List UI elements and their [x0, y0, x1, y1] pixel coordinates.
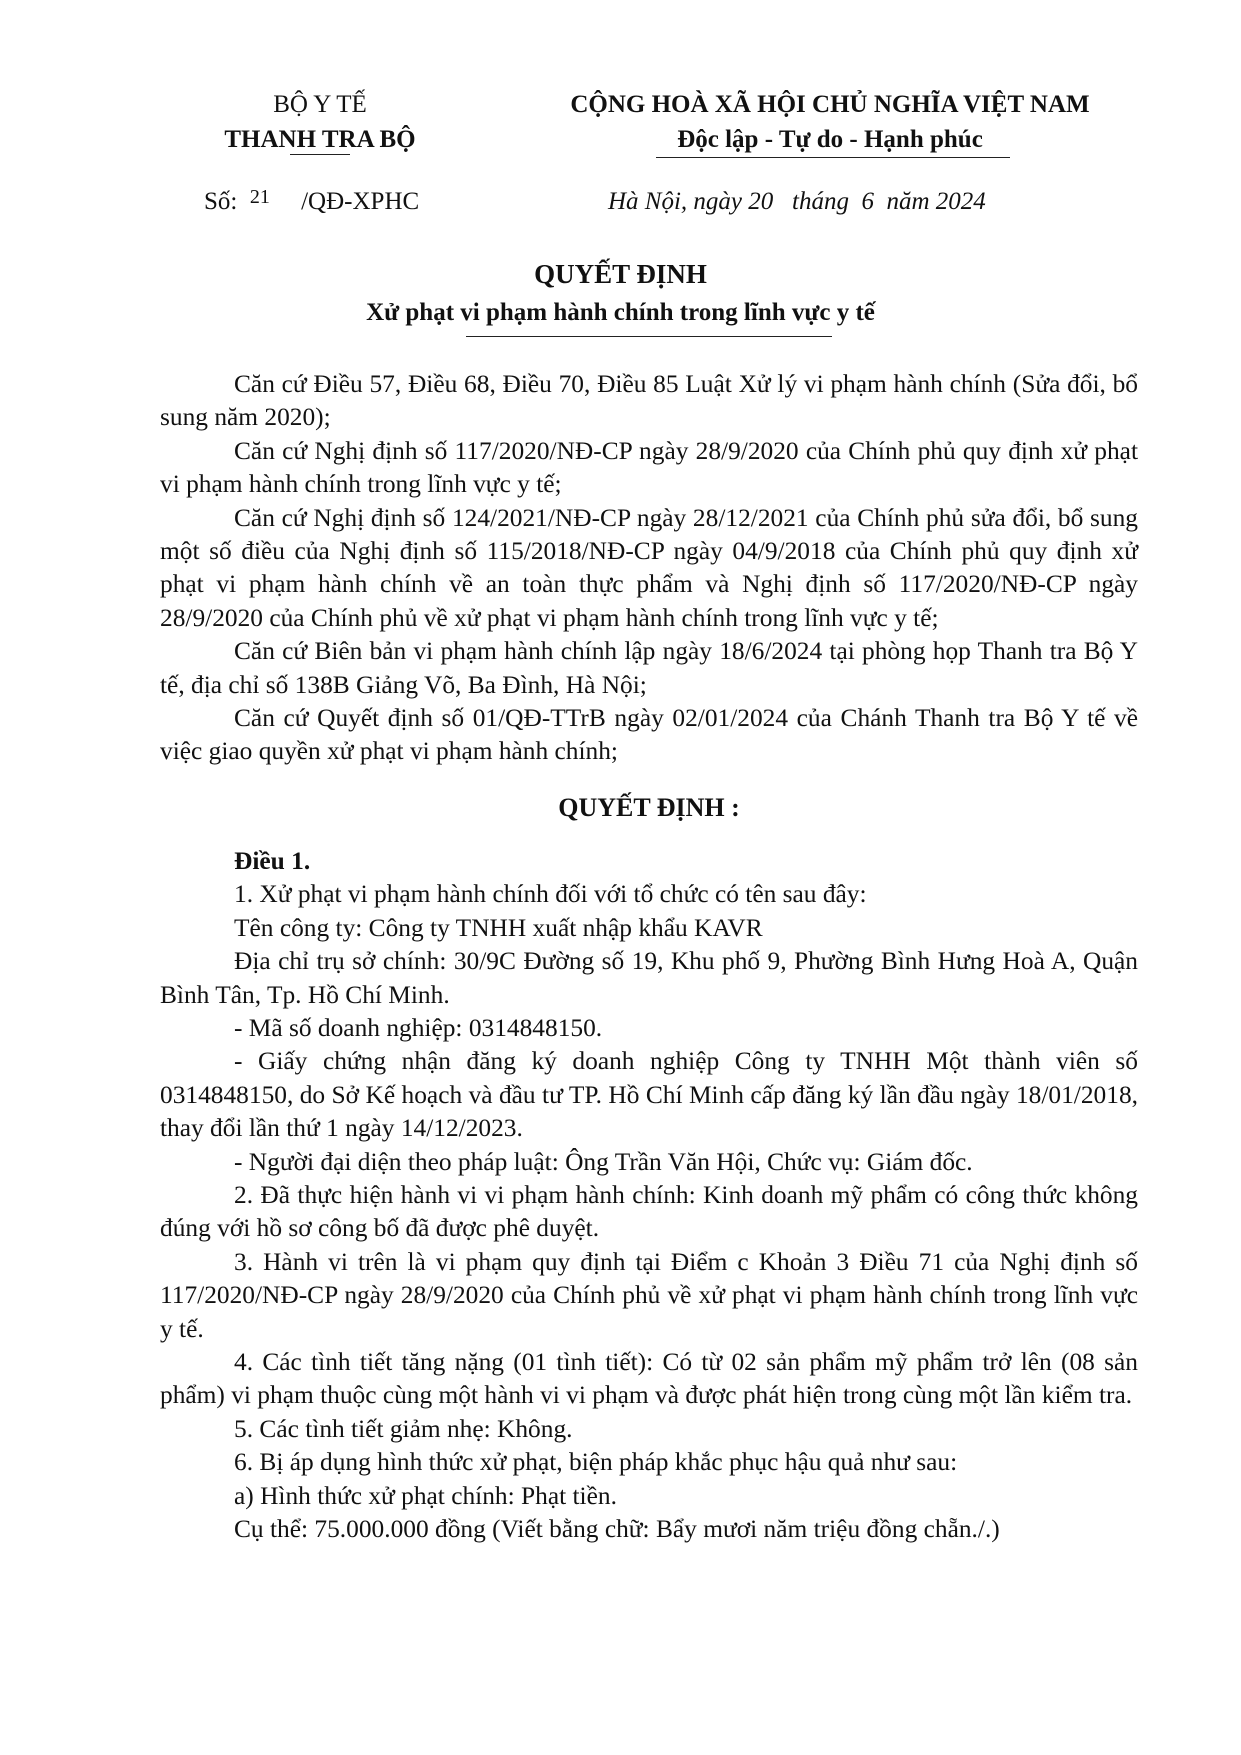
subtitle-underline: [466, 336, 832, 337]
article-1-item: 2. Đã thực hiện hành vi vi phạm hành chính: Kinh doanh mỹ phẩm có công thức không đúng với hồ sơ công bố đã được phê duyệt.: [160, 1180, 1138, 1243]
document-subtitle: Xử phạt vi phạm hành chính trong lĩnh vực y tế: [366, 299, 875, 326]
decision-heading: QUYẾT ĐỊNH :: [558, 792, 740, 822]
national-header-block: [530, 88, 1130, 158]
article-1-item: Tên công ty: Công ty TNHH xuất nhập khẩu KAVR: [234, 913, 763, 942]
country-name: CỘNG HOÀ XÃ HỘI CHỦ NGHĨA VIỆT NAM: [570, 91, 1090, 118]
article-1-item: 4. Các tình tiết tăng nặng (01 tình tiết): Có từ 02 sản phẩm mỹ phẩm trở lên (08 sản phẩm) vi phạm thuộc cùng một hành vi vi phạm và được phát hiện trong cùng một lần kiểm tra.: [160, 1347, 1138, 1410]
doc-number-prefix: Số:: [204, 188, 238, 215]
article-1-item: - Người đại diện theo pháp luật: Ông Trần Văn Hội, Chức vụ: Giám đốc.: [234, 1147, 973, 1176]
article-1-item: 6. Bị áp dụng hình thức xử phạt, biện pháp khắc phục hậu quả như sau:: [234, 1448, 958, 1477]
motto-underline: [656, 157, 1010, 158]
article-1-item: - Giấy chứng nhận đăng ký doanh nghiệp Công ty TNHH Một thành viên số 0314848150, do Sở Kế hoạch và đầu tư TP. Hồ Chí Minh cấp đăng ký lần đầu ngày 18/01/2018, thay đổi lần thứ 1 ngày 14/12/2023.: [160, 1047, 1138, 1143]
legal-basis-2: Căn cứ Nghị định số 117/2020/NĐ-CP ngày 28/9/2020 của Chính phủ quy định xử phạt vi phạm hành chính trong lĩnh vực y tế;: [160, 436, 1138, 499]
document-title: QUYẾT ĐỊNH: [534, 259, 707, 289]
agency-name: BỘ Y TẾ: [273, 91, 367, 118]
article-1-item: 3. Hành vi trên là vi phạm quy định tại Điểm c Khoản 3 Điều 71 của Nghị định số 117/2020/NĐ-CP ngày 28/9/2020 của Chính phủ về xử phạt vi phạm hành chính trong lĩnh vực y tế.: [160, 1247, 1138, 1343]
article-1-item: Cụ thể: 75.000.000 đồng (Viết bằng chữ: Bẩy mươi năm triệu đồng chẵn./.): [234, 1515, 1000, 1543]
legal-basis-4: Căn cứ Biên bản vi phạm hành chính lập ngày 18/6/2024 tại phòng họp Thanh tra Bộ Y tế, địa chỉ số 138B Giảng Võ, Ba Đình, Hà Nội;: [160, 637, 1138, 699]
legal-basis-3: Căn cứ Nghị định số 124/2021/NĐ-CP ngày 28/12/2021 của Chính phủ sửa đổi, bổ sung một số điều của Nghị định số 115/2018/NĐ-CP ngày 04/9/2018 của Chính phủ quy định xử phạt vi phạm hành chính về an toàn thực phẩm và Nghị định số 117/2020/NĐ-CP ngày 28/9/2020 của Chính phủ về xử phạt vi phạm hành chính trong lĩnh vực y tế;: [160, 503, 1138, 632]
doc-number-suffix: /QĐ-XPHC: [301, 188, 420, 215]
article-1-item: a) Hình thức xử phạt chính: Phạt tiền.: [234, 1481, 617, 1510]
article-1-item: - Mã số doanh nghiệp: 0314848150.: [234, 1013, 603, 1042]
article-1-item: 5. Các tình tiết giảm nhẹ: Không.: [234, 1414, 573, 1443]
doc-number-value: 21: [249, 186, 270, 208]
agency-underline: [290, 154, 350, 155]
issuing-agency-block: [200, 88, 440, 158]
legal-basis-5: Căn cứ Quyết định số 01/QĐ-TTrB ngày 02/01/2024 của Chánh Thanh tra Bộ Y tế về việc giao quyền xử phạt vi phạm hành chính;: [160, 704, 1138, 766]
legal-basis-1: Căn cứ Điều 57, Điều 68, Điều 70, Điều 85 Luật Xử lý vi phạm hành chính (Sửa đổi, bổ sung năm 2020);: [160, 370, 1138, 432]
national-motto: Độc lập - Tự do - Hạnh phúc: [677, 126, 983, 153]
document-date: Hà Nội, ngày 20 tháng 6 năm 2024: [608, 188, 986, 215]
document-number: [204, 186, 419, 219]
document-body: [160, 368, 1138, 1546]
department-name: THANH TRA BỘ: [224, 126, 416, 153]
article-1-item: 1. Xử phạt vi phạm hành chính đối với tổ chức có tên sau đây:: [234, 880, 867, 909]
article-1-item: Địa chỉ trụ sở chính: 30/9C Đường số 19, Khu phố 9, Phường Bình Hưng Hoà A, Quận Bình Tân, Tp. Hồ Chí Minh.: [160, 947, 1138, 1009]
article-1-heading: Điều 1.: [234, 846, 311, 875]
